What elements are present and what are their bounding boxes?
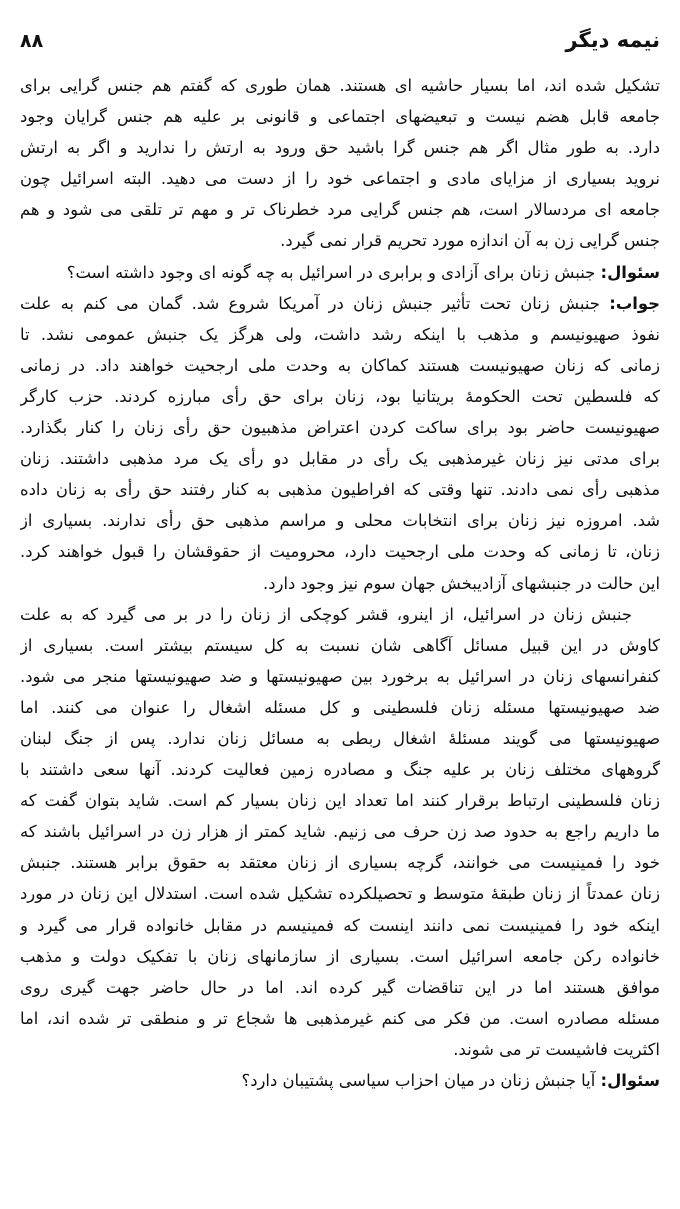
line-text: این حالت در جنبشهای آزادیبخش جهان سوم نیز وجود دارد. [263,573,660,593]
line-text: خانواده رکن جامعه اسرائیل است. بسیاری از سازمانهای زنان با تفکیک دولت و مذهب [20,946,660,966]
line-text: تشکیل شده اند، اما بسیار حاشیه ای هستند. همان طوری که گفتم هم جنس گرایی برای [20,76,660,95]
text-line [20,288,660,319]
qa-label: سئوال: [600,1071,660,1090]
line-text: زنان فلسطینی ارتباط برقرار کنند اما تعداد این زنان بسیار کم است. شاید بتوان گفت که [20,791,660,811]
line-text: جنبش زنان برای آزادی و برابری در اسرائیل به چه گونه ای وجود داشته است؟ [66,262,601,282]
text-line [20,505,660,536]
line-text: خود را فمینیست می خوانند، گرچه بسیاری از زنان معتقد به حقوق برابر هستند. جنبش [20,853,660,873]
text-line [20,661,660,692]
text-line [20,257,660,288]
text-line [20,70,660,101]
text-line [20,1003,660,1034]
text-line [20,785,660,816]
line-text: زمانی که زنان صهیونیست هستند کماکان به وحدت ملی ارجحیت خواهند داد. در زمانی [20,355,660,375]
line-text: که فلسطین تحت الحکومهٔ بریتانیا بود، زنان برای حق رأی مبارزه کردند. حزب کارگر [20,386,660,406]
line-text: جنبش زنان در اسرائیل، از اینرو، قشر کوچکی از زنان را در بر می گیرد که به علت [20,604,632,624]
line-text: مذهبی رأی نمی دادند. تنها وقتی که افراطیون مذهبی به کنار رفتند حق رأی به زنان داده [20,480,660,500]
line-text: جامعه ای مردسالار است، هم جنس گرایی مرد خطرناک تر و مهم تر تلقی می شود و هم [20,200,660,220]
line-text: اینکه خود را فمینیست نمی دانند اینست که فمینیسم در مقابل خانواده قرار می گیرد و [20,915,660,935]
text-line [20,723,660,754]
text-line [20,692,660,723]
line-text: جنبش زنان تحت تأثیر جنبش زنان در آمریکا شروع شد. گمان می کنم به علت [20,293,610,313]
text-line [20,941,660,972]
line-text: ضد صهیونیستها مسئله زنان فلسطینی و کل مسئله اشغال را عنوان می کنند. اما [20,697,660,717]
line-text: زنان، تا زمانی که وحدت ملی ارجحیت دارد، محرومیت از حقوقشان را قبول خواهند کرد. [20,542,660,562]
text-line [20,319,660,350]
page-number: ۸۸ [20,30,44,52]
line-text: اکثریت فاشیست تر می شوند. [453,1039,660,1059]
running-title: نیمه دیگر [565,28,660,52]
text-line [20,194,660,225]
text-line [20,1065,660,1096]
page-header [20,28,660,68]
text-line [20,878,660,909]
text-line [20,381,660,412]
book-page [20,28,660,1096]
text-line [20,1034,660,1065]
line-text: گروههای مختلف زنان بر علیه جنگ و مصادره زمین فعالیت کردند. آنها سعی داشتند با [20,760,660,780]
text-line [20,847,660,878]
line-text: دارد. به طور مثال اگر هم جنس گرا باشید حق ورود به ارتش را ندارید و اگر به ارتش [20,138,660,158]
line-text: موافق هستند اما در این تناقضات گیر کرده اند. اما در حال حاضر جهت گیری روی [20,977,660,997]
text-line [20,630,660,661]
line-text: نفوذ صهیونیسم و مذهب با اینکه رشد داشت، ولی هرگز یک جنبش عمومی نشد. تا [20,324,660,344]
text-line [20,599,660,630]
text-line [20,163,660,194]
qa-label: جواب: [609,293,660,313]
text-line [20,443,660,474]
line-text: شد. امروزه نیز زنان برای انتخابات محلی و مراسم مذهبی حق رأی ندارند. بسیاری از [20,511,660,531]
line-text: جامعه قابل هضم نیست و تبعیضهای اجتماعی و قانونی بر علیه هم جنس گرایان وجود [20,107,660,127]
line-text: صهیونیستها می گویند مسئلهٔ اشغال ربطی به مسائل زنان ندارد. پس از جنگ لبنان [20,728,660,748]
line-text: مسئله مصادره است. من فکر می کنم غیرمذهبی ها شجاع تر و منطقی تر شده اند، اما [20,1008,660,1028]
line-text: نروید بسیاری از مزایای مادی و اجتماعی خود را از دست می دهید. البته اسرائیل چون [20,169,660,189]
qa-label: سئوال: [600,262,660,282]
line-text: زنان عمدتاً از زنان طبقهٔ متوسط و تحصیلکرده تشکیل شده است. استدلال این زنان در مورد [20,884,660,904]
text-line [20,910,660,941]
text-line [20,101,660,132]
line-text: ما داریم راجع به حدود صد زن حرف می زنیم. شاید کمتر از هزار زن در اسرائیل باشند که [20,822,660,842]
line-text: صهیونیست حاضر بود برای ساکت کردن اعتراض مذهبیون حق رأی زنان را کنار بگذارد. [20,418,660,438]
text-line [20,474,660,505]
text-line [20,225,660,256]
text-line [20,754,660,785]
line-text: کاوش در این قبیل مسائل آگاهی شان نسبت به کل سیستم بیشتر است. بسیاری از [20,635,660,655]
text-line [20,350,660,381]
body-text [20,70,660,1096]
text-line [20,816,660,847]
text-line [20,972,660,1003]
text-line [20,132,660,163]
line-text: کنفرانسهای زنان در اسرائیل به برخورد بین صهیونیستها و ضد صهیونیستها منجر می شود. [20,666,660,686]
text-line [20,412,660,443]
text-line [20,568,660,599]
line-text: برای مدتی نیز زنان غیرمذهبی یک رأی در مقابل دو رأی یک مرد مذهبی داشتند. زنان [20,449,660,469]
text-line [20,536,660,567]
line-text: جنس گرایی زن به آن اندازه مورد تحریم قرار نمی گیرد. [280,231,660,251]
line-text: آیا جنبش زنان در میان احزاب سیاسی پشتیبان دارد؟ [241,1071,601,1090]
